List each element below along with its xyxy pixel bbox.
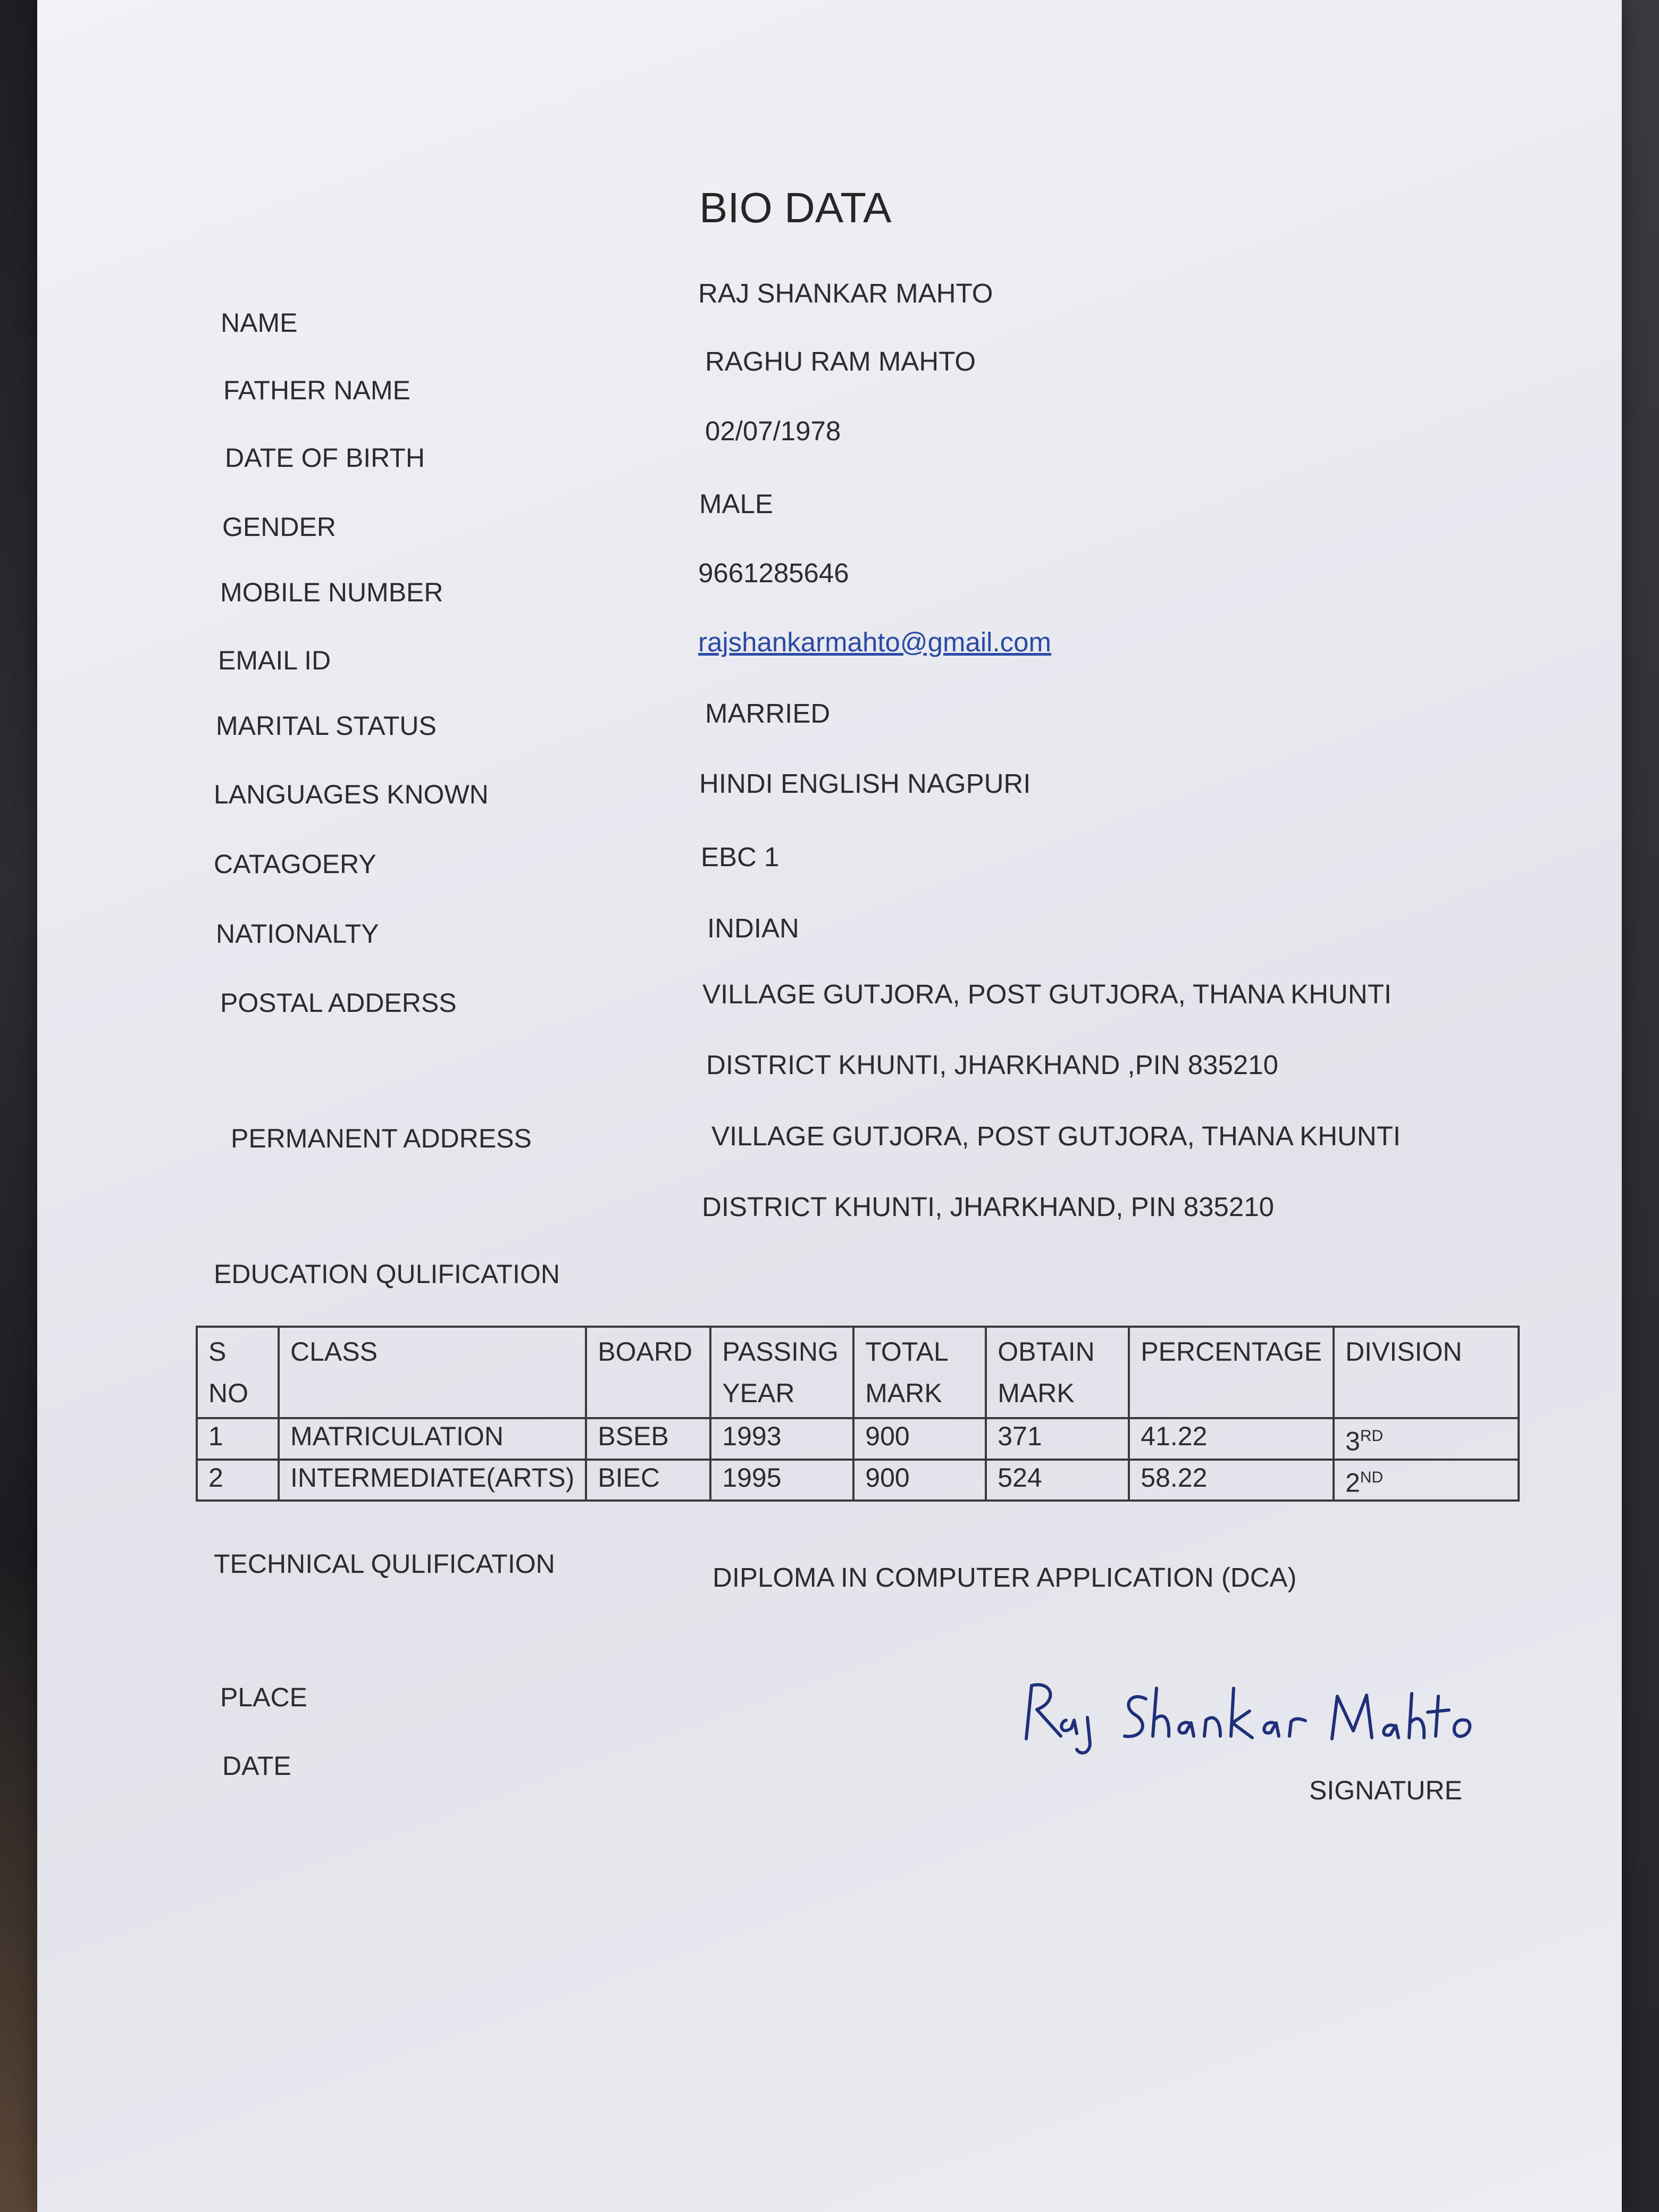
languages-known-value: HINDI ENGLISH NAGPURI (699, 768, 1031, 799)
row2-board: BIEC (586, 1460, 710, 1501)
row1-percentage: 41.22 (1129, 1418, 1334, 1460)
row1-division-suffix: RD (1360, 1427, 1384, 1445)
row2-class: INTERMEDIATE(ARTS) (279, 1460, 586, 1501)
name-value: RAJ SHANKAR MAHTO (698, 278, 993, 308)
education-heading: EDUCATION QULIFICATION (214, 1259, 560, 1289)
father-name-label: FATHER NAME (223, 375, 410, 405)
row2-percentage: 58.22 (1129, 1460, 1334, 1501)
row1-division-number: 3 (1345, 1426, 1360, 1456)
category-value: EBC 1 (701, 842, 780, 872)
permanent-address-line1: VILLAGE GUTJORA, POST GUTJORA, THANA KHUNTI (711, 1121, 1401, 1151)
date-of-birth-value: 02/07/1978 (705, 416, 841, 446)
permanent-address-label: PERMANENT ADDRESS (231, 1124, 532, 1153)
row2-sno: 2 (197, 1460, 279, 1501)
header-division: DIVISION (1334, 1327, 1519, 1418)
category-label: CATAGOERY (214, 849, 376, 879)
education-table (196, 1326, 1520, 1502)
date-label: DATE (222, 1751, 291, 1781)
header-class: CLASS (279, 1327, 586, 1418)
table-row (197, 1418, 1519, 1460)
technical-qualification-label: TECHNICAL QULIFICATION (214, 1549, 555, 1579)
mobile-number-label: MOBILE NUMBER (220, 577, 443, 607)
nationality-label: NATIONALTY (216, 919, 379, 949)
handwritten-signature (1016, 1670, 1473, 1760)
row2-total: 900 (853, 1460, 986, 1501)
father-name-value: RAGHU RAM MAHTO (705, 346, 976, 376)
permanent-address-line2: DISTRICT KHUNTI, JHARKHAND, PIN 835210 (702, 1192, 1274, 1222)
header-sno: S NO (197, 1327, 279, 1418)
email-value[interactable]: rajshankarmahto@gmail.com (698, 627, 1052, 657)
row1-total: 900 (853, 1418, 986, 1460)
nationality-value: INDIAN (707, 913, 799, 943)
signature-label: SIGNATURE (1309, 1775, 1462, 1805)
date-of-birth-label: DATE OF BIRTH (225, 443, 425, 473)
document-title: BIO DATA (699, 184, 892, 231)
row1-sno: 1 (197, 1418, 279, 1460)
postal-address-label: POSTAL ADDERSS (220, 988, 457, 1018)
postal-address-line2: DISTRICT KHUNTI, JHARKHAND ,PIN 835210 (706, 1050, 1278, 1080)
name-label: NAME (221, 308, 298, 338)
education-table-header-row (197, 1327, 1519, 1418)
header-percentage: PERCENTAGE (1129, 1327, 1334, 1418)
marital-status-label: MARITAL STATUS (216, 711, 437, 741)
row2-division-suffix: ND (1360, 1468, 1384, 1486)
row1-obtain: 371 (986, 1418, 1129, 1460)
gender-label: GENDER (222, 512, 336, 542)
row1-class: MATRICULATION (279, 1418, 586, 1460)
row2-division-number: 2 (1345, 1468, 1360, 1498)
row1-board: BSEB (586, 1418, 710, 1460)
table-row (197, 1460, 1519, 1501)
mobile-number-value: 9661285646 (698, 558, 849, 588)
gender-value: MALE (699, 489, 773, 519)
languages-known-label: LANGUAGES KNOWN (214, 780, 489, 809)
row2-obtain: 524 (986, 1460, 1129, 1501)
row1-division (1334, 1418, 1519, 1460)
place-label: PLACE (220, 1682, 307, 1712)
header-board: BOARD (586, 1327, 710, 1418)
postal-address-line1: VILLAGE GUTJORA, POST GUTJORA, THANA KHUNTI (702, 979, 1392, 1009)
header-passing-year: PASSING YEAR (710, 1327, 853, 1418)
row2-division (1334, 1460, 1519, 1501)
row2-year: 1995 (710, 1460, 853, 1501)
email-id-label: EMAIL ID (218, 646, 331, 675)
marital-status-value: MARRIED (705, 698, 831, 728)
header-obtain-mark: OBTAIN MARK (986, 1327, 1129, 1418)
header-total-mark: TOTAL MARK (853, 1327, 986, 1418)
row1-year: 1993 (710, 1418, 853, 1460)
technical-qualification-value: DIPLOMA IN COMPUTER APPLICATION (DCA) (713, 1562, 1297, 1593)
